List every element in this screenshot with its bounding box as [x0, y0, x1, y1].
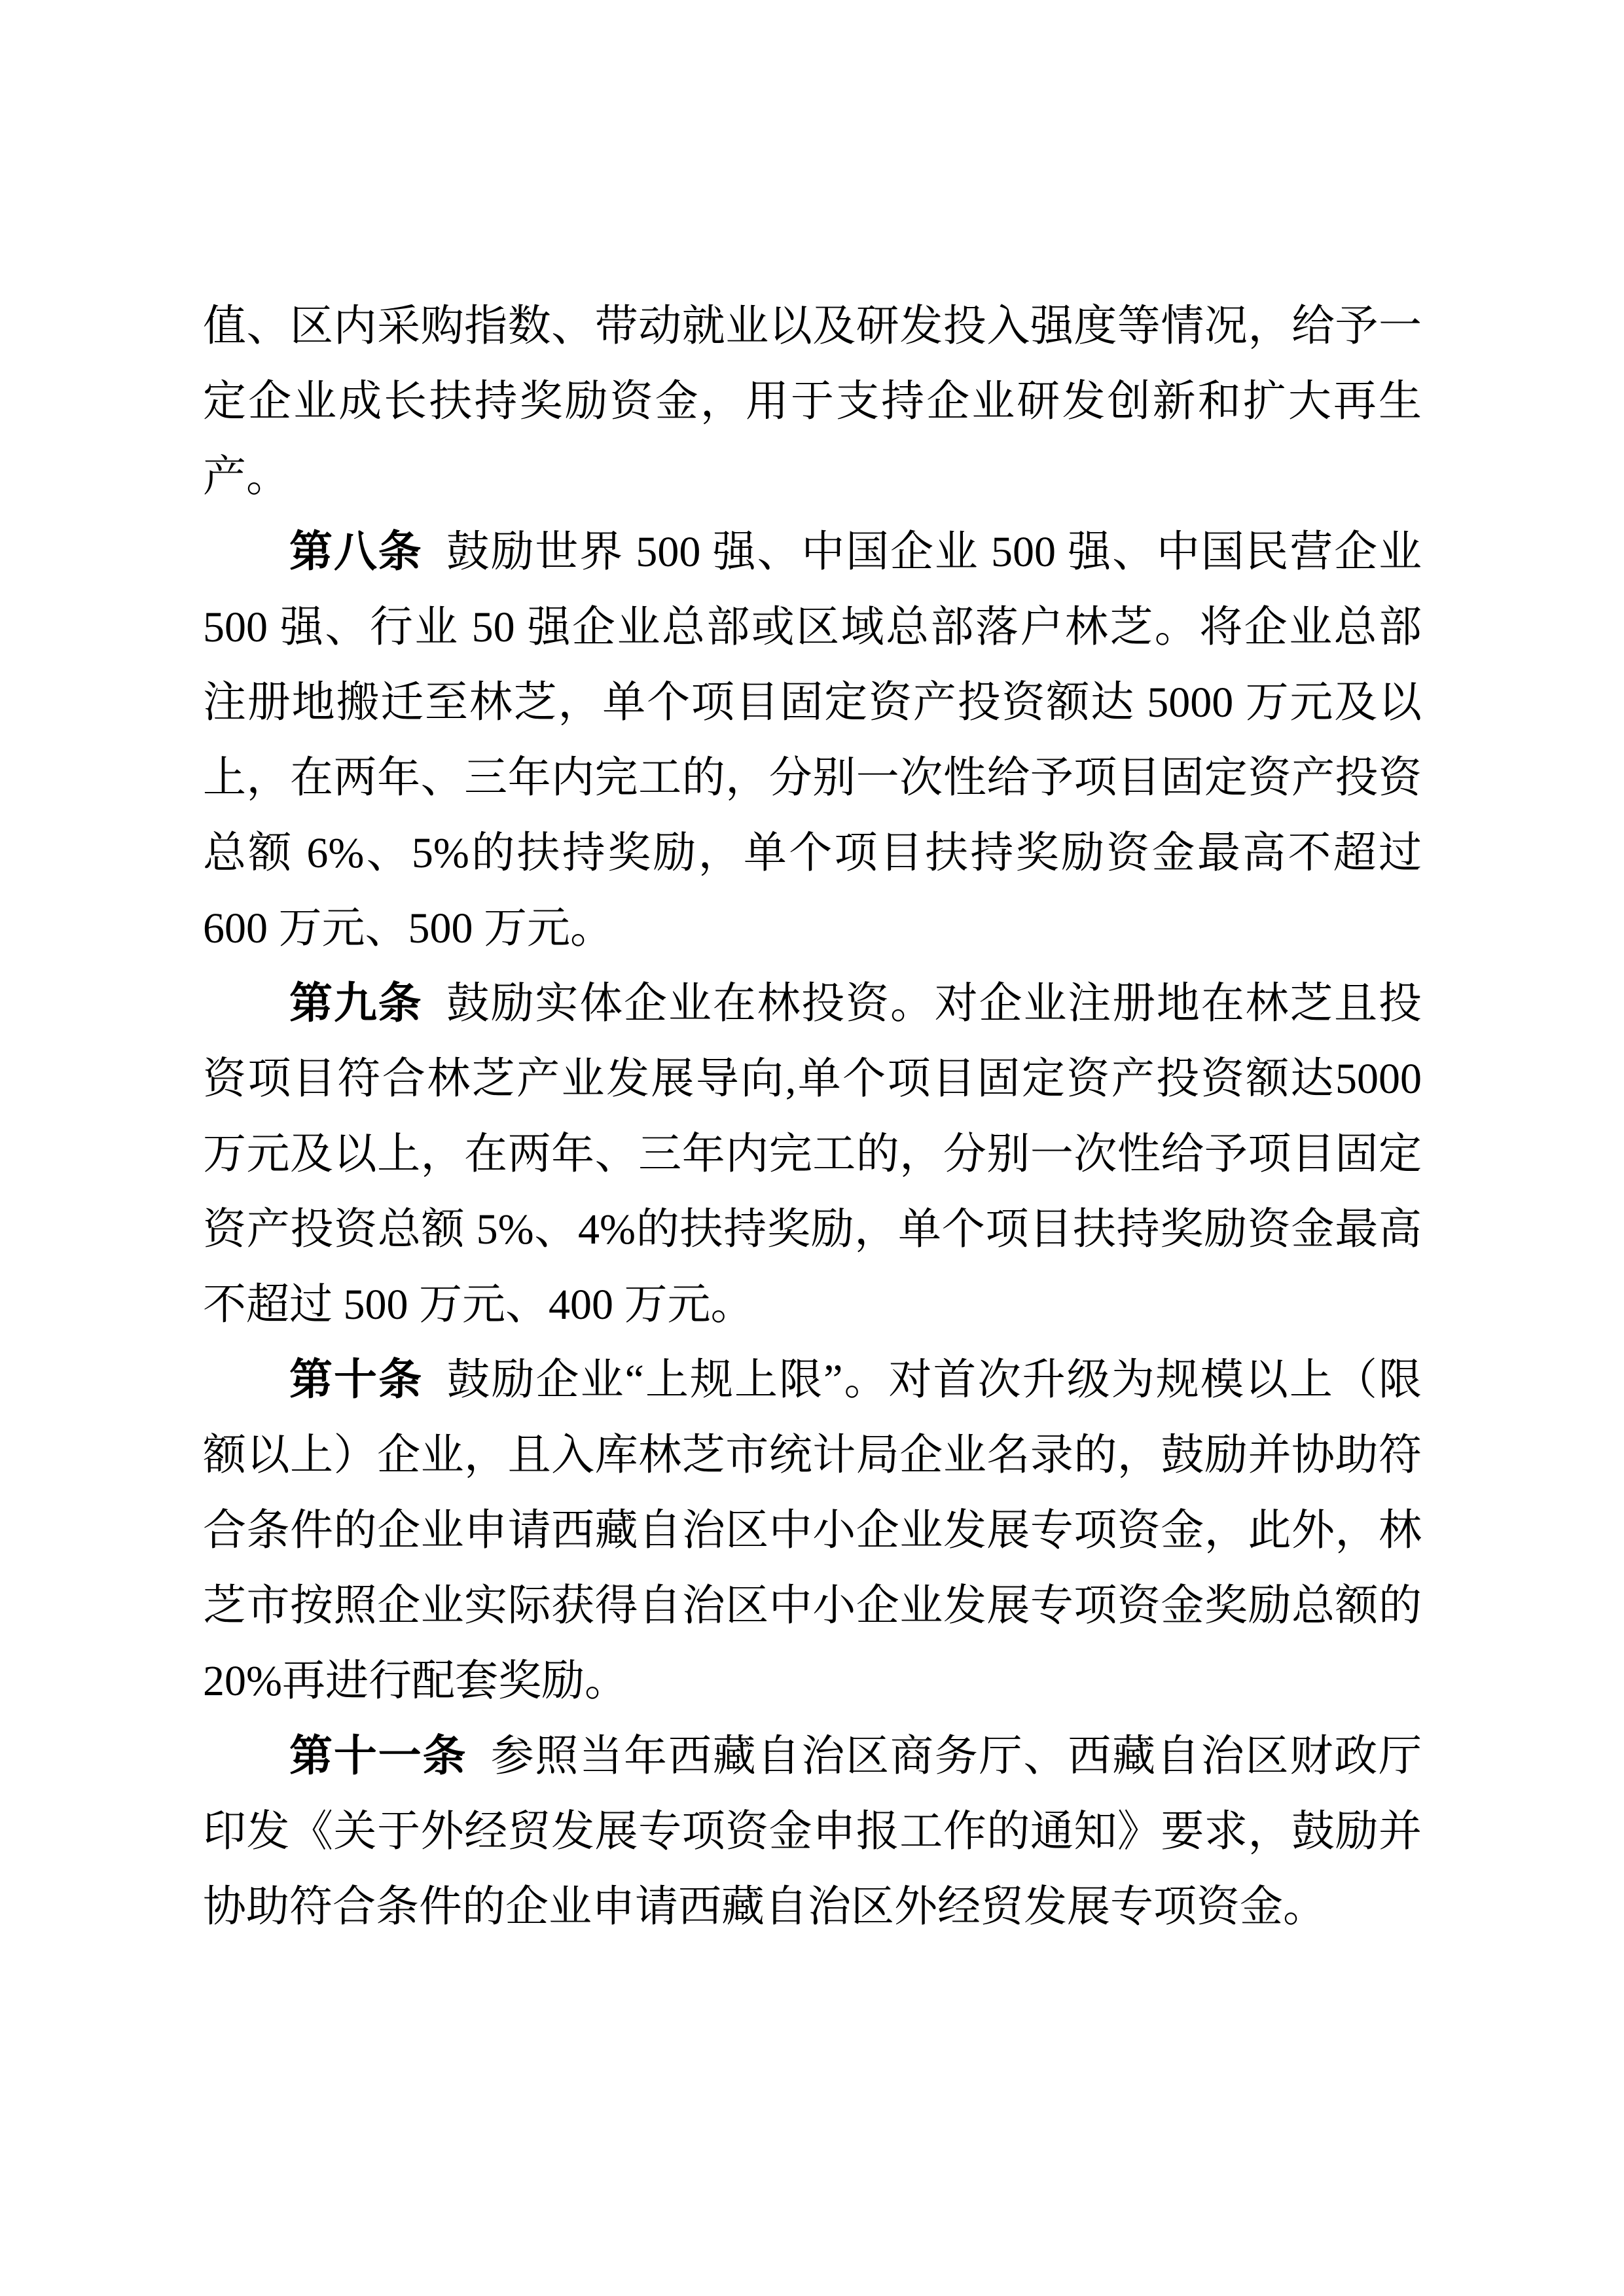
paragraph-text: 值、区内采购指数、带动就业以及研发投入强度等情况，给予一定企业成长扶持奖励资金，用于支持企业研发创新和扩大再生产。: [203, 302, 1422, 501]
article-number-label: 第十条: [289, 1356, 424, 1404]
paragraph: [203, 1719, 1422, 1945]
paragraph-text: 鼓励企业“上规上限”。对首次升级为规模以上（限额以上）企业，且入库林芝市统计局企业名录的，鼓励并协助符合条件的企业申请西藏自治区中小企业发展专项资金，此外，林芝市按照企业实际获得自治区中小企业发展专项资金奖励总额的 20%再进行配套奖励。: [203, 1356, 1422, 1705]
paragraph-text: 鼓励世界 500 强、中国企业 500 强、中国民营企业 500 强、行业 50 强企业总部或区域总部落户林芝。将企业总部注册地搬迁至林芝，单个项目固定资产投资额达 5000 万元及以上，在两年、三年内完工的，分别一次性给予项目固定资产投资总额 6%、5%的扶持奖励，单个项目扶持奖励资金最高不超过 600 万元、500 万元。: [203, 528, 1422, 952]
paragraph: [203, 1342, 1422, 1719]
article-number-label: 第八条: [289, 528, 423, 576]
article-number-label: 第九条: [289, 980, 423, 1028]
document-body: [203, 289, 1422, 1945]
paragraph: [203, 514, 1422, 966]
paragraph: [203, 289, 1422, 514]
article-number-label: 第十一条: [289, 1732, 467, 1780]
paragraph-text: 参照当年西藏自治区商务厅、西藏自治区财政厅印发《关于外经贸发展专项资金申报工作的通知》要求，鼓励并协助符合条件的企业申请西藏自治区外经贸发展专项资金。: [203, 1732, 1422, 1931]
paragraph: [203, 966, 1422, 1342]
paragraph-text: 鼓励实体企业在林投资。对企业注册地在林芝且投资项目符合林芝产业发展导向,单个项目固定资产投资额达5000万元及以上，在两年、三年内完工的，分别一次性给予项目固定资产投资总额 5%、4%的扶持奖励，单个项目扶持奖励资金最高不超过 500 万元、400 万元。: [203, 980, 1422, 1329]
